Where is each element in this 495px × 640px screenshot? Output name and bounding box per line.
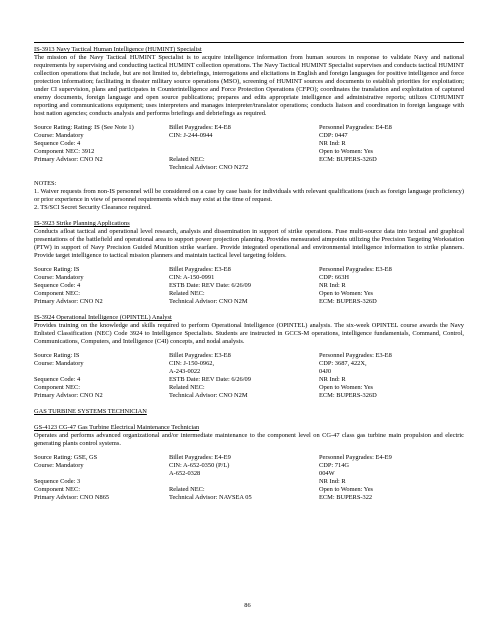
info-col-3: Personnel Paygrades: E4-E9 CDP: 714G 004W NR Ind: R Open to Women: Yes ECM: BUPERS-322 <box>319 454 392 501</box>
section-title: IS-3923 Strike Planning Applications <box>34 220 130 227</box>
page-number: 86 <box>244 602 251 609</box>
notes <box>34 180 464 212</box>
section-body: Provides training on the knowledge and skills required to perform Operational Intelligence (OPINTEL) analysis. The six-week OPINTEL course awards the Navy Enlisted Classification (NEC) Code 3924 to Intelligence Specialists. Students are instructed in GCCS-M operations, intelligence fundamentals, Command, Control, Communications, Computers, and Intelligence (C4I) concepts, and nodal analysis. <box>34 322 464 345</box>
info-grid <box>34 454 464 502</box>
section-body: Conducts afloat tactical and operational level research, analysis and dissemination in support of strike operations. Fuse multi-source data into textual and graphical presentations of the battlefield and operational area to support power projection planning. Provides mensurated aimpoints utilizing the Precision Targeting Workstation (PTW) in support of Navy Precision Guided Munition strike warfare. Provide integrated operational and environmental intelligence information to strike planners. Provide target intelligence to tactical mission planners and maintain tactical level targeting folders. <box>34 228 464 259</box>
page-content <box>34 42 464 510</box>
section-title: GS-4123 CG-47 Gas Turbine Electrical Maintenance Technician <box>34 424 200 431</box>
section-is-3923 <box>34 220 464 306</box>
section-gs-4123 <box>34 408 464 502</box>
info-col-1: Source Rating: IS Course: Mandatory Sequence Code: 4 Component NEC: Primary Advisor: CNO N2 <box>34 352 103 399</box>
info-col-3: Personnel Paygrades: E4-E8 CDP: 0447 NR Ind: R Open to Women: Yes ECM: BUPERS-326D <box>319 124 392 163</box>
info-col-3: Personnel Paygrades: E3-E8 CDP: 3687, 422X, 04J0 NR Ind: R Open to Women: Yes ECM: BUPERS-326D <box>319 352 392 399</box>
section-title: IS-3913 Navy Tactical Human Intelligence (HUMINT) Specialist <box>34 46 202 53</box>
note-1: 1. Waiver requests from non-IS personnel will be considered on a case by case basis for individuals with relevant qualifications (such as foreign language proficiency) or prior experience in view of personnel requirements which may exist at the time of request. <box>34 188 464 203</box>
info-grid <box>34 352 464 400</box>
info-col-1: Source Rating: Rating: IS (See Note 1) Course: Mandatory Sequence Code: 4 Component NEC: 3912 Primary Advisor: CNO N2 <box>34 124 134 163</box>
info-col-2: Billet Paygrades: E3-E8 CIN: J-150-0962, A-243-0022 ESTB Date: REV Date: 6/26/09 Related NEC: Technical Advisor: CNO N2M <box>169 352 251 399</box>
rating-heading: GAS TURBINE SYSTEMS TECHNICIAN <box>34 408 147 415</box>
section-is-3924 <box>34 314 464 400</box>
info-col-1: Source Rating: IS Course: Mandatory Sequence Code: 4 Component NEC: Primary Advisor: CNO N2 <box>34 266 103 305</box>
section-is-3913 <box>34 46 464 212</box>
info-col-1: Source Rating: GSE, GS Course: Mandatory Sequence Code: 3 Component NEC: Primary Advisor: CNO N865 <box>34 454 110 501</box>
info-col-2: Billet Paygrades: E3-E8 CIN: A-150-0991 ESTB Date: REV Date: 6/26/09 Related NEC: Technical Advisor: CNO N2M <box>169 266 251 305</box>
section-title: IS-3924 Operational Intelligence (OPINTEL) Analyst <box>34 314 172 321</box>
section-body: Operates and performs advanced organizational and/or intermediate maintenance to the component level on CG-47 class gas turbine main propulsion and electric generating plants control systems. <box>34 432 464 447</box>
notes-title: NOTES: <box>34 180 57 187</box>
section-body: The mission of the Navy Tactical HUMINT Specialist is to acquire intelligence information from human sources in response to validate Navy and national requirements by supervising and conducting tactical HUMINT collection operations. The Navy Tactical HUMINT Specialist supervises and conducts tactical HUMINT collection operations that include, but are not limited to, debriefings, interrogations and elicitations in English and foreign languages for positive intelligence and force protection information; facilitating in theater military source operations (MSO), screening of HUMINT sources and documents to establish priorities for exploitation; under CI supervision, plans and participates in Counterintelligence and Force Protection Operations (CFPO); coordinates the translation and exploitation of captured enemy documents, foreign language and open source publications; prepares and edits appropriate intelligence and administrative reports; utilizes CI/HUMINT reporting and communications equipment; uses interpreters and manages interpreter/translator operations; conducts liaison and coordination in foreign language with host nation agencies; conducts analysis and performs briefings and debriefings as required. <box>34 54 464 117</box>
note-2: 2. TS/SCI Secret Security Clearance required. <box>34 204 152 211</box>
top-rule <box>34 42 464 43</box>
info-col-2: Billet Paygrades: E4-E9 CIN: A-652-0350 (P/L) A-652-0328 Related NEC: Technical Advisor: NAVSEA 05 <box>169 454 252 501</box>
info-grid <box>34 124 464 172</box>
info-grid <box>34 266 464 306</box>
info-col-2: Billet Paygrades: E4-E8 CIN: J-244-0944 Related NEC: Technical Advisor: CNO N272 <box>169 124 249 171</box>
info-col-3: Personnel Paygrades: E3-E8 CDP: 663H NR Ind: R Open to Women: Yes ECM: BUPERS-326D <box>319 266 392 305</box>
